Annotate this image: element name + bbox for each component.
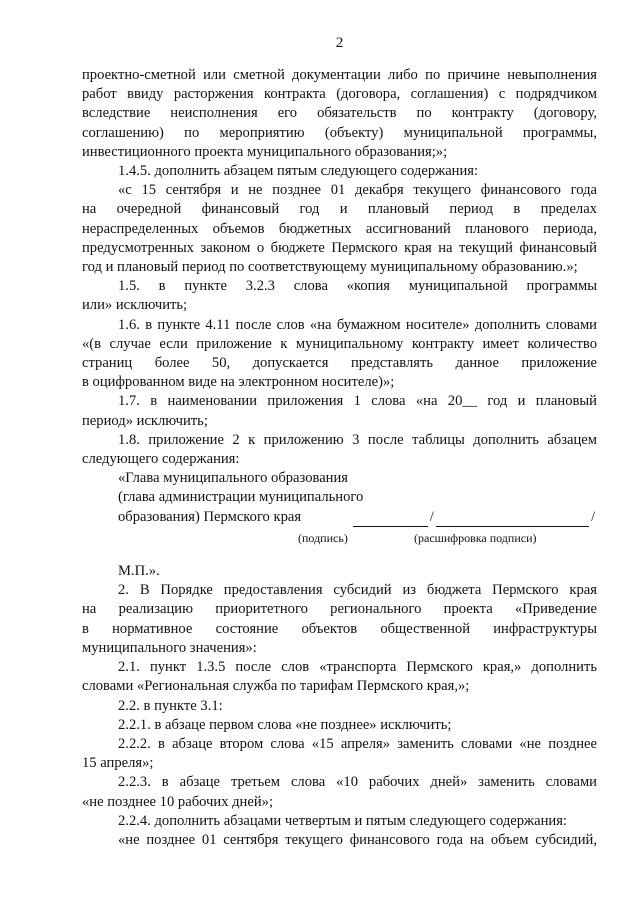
- text-line: 15 апреля»;: [82, 755, 154, 772]
- text-line: словами «Региональная служба по тарифам Пермского края,»;: [82, 678, 470, 695]
- text-line: 1.8. приложение 2 к приложению 3 после таблицы дополнить абзацем: [118, 431, 597, 448]
- paragraph-1-4-5: 1.4.5. дополнить абзацем пятым следующего содержания:: [118, 163, 479, 180]
- text-line: год и плановый период по соответствующему муниципальному образованию.»;: [82, 259, 578, 276]
- paragraph-2-2-1: 2.2.1. в абзаце первом слова «не позднее» исключить;: [118, 716, 452, 733]
- text-line: предусмотренных законом о бюджете Пермского края на текущий финансовый: [82, 239, 597, 256]
- text-line: 2. В Порядке предоставления субсидий из бюджета Пермского края: [118, 582, 597, 599]
- name-decoding-blank: [436, 510, 590, 527]
- separator-slash: /: [591, 508, 596, 525]
- text-line: инвестиционного проекта муниципального образования;»;: [82, 143, 448, 160]
- text-line: соглашению) по мероприятию (объекту) муниципальной программы,: [82, 124, 597, 141]
- text-line: работ ввиду расторжения контракта (договора, соглашения) с подрядчиком: [82, 86, 597, 103]
- text-line: 1.6. в пункте 4.11 после слов «на бумажном носителе» дополнить словами: [118, 316, 597, 333]
- text-line: в оцифрованном виде на электронном носителе)»;: [82, 374, 395, 391]
- text-line: на очередной финансовый год и плановый период в пределах: [82, 201, 597, 218]
- paragraph-last: «не позднее 01 сентября текущего финансового года на объем субсидий,: [118, 831, 597, 848]
- text-line: период» исключить;: [82, 412, 208, 429]
- text-line: 2.2.2. в абзаце втором слова «15 апреля» заменить словами «не позднее: [118, 735, 597, 752]
- document-body: [82, 66, 597, 850]
- paragraph-quote-1: [82, 181, 597, 277]
- paragraph-2: [82, 581, 597, 658]
- text-line: 2.2.3. в абзаце третьем слова «10 рабочих дней» заменить словами: [118, 774, 597, 791]
- caption-signature: (подпись): [298, 530, 348, 545]
- text-line: «не позднее 10 рабочих дней»;: [82, 793, 274, 810]
- text-line: «с 15 сентября и не позднее 01 декабря текущего финансового года: [118, 182, 597, 199]
- text-line: на реализацию приоритетного регионального проекта «Приведение: [82, 601, 597, 618]
- page-number: 2: [335, 35, 344, 51]
- paragraph-2-2-3: [82, 773, 597, 811]
- text-line: 1.5. в пункте 3.2.3 слова «копия муниципальной программы: [118, 278, 597, 295]
- separator-slash: /: [429, 508, 434, 525]
- paragraph-2-2: 2.2. в пункте 3.1:: [118, 697, 223, 714]
- text-line: вследствие неисполнения его обязательств по контракту (договору,: [82, 105, 597, 122]
- signature-title-line: (глава администрации муниципального: [118, 489, 364, 506]
- signature-title-line: «Глава муниципального образования: [118, 470, 349, 487]
- text-line: проектно-сметной или сметной документации либо по причине невыполнения: [82, 67, 597, 83]
- text-line: следующего содержания:: [82, 451, 240, 468]
- text-line: страниц более 50, допускается представлять данное приложение: [82, 355, 597, 372]
- signature-block: [118, 469, 597, 527]
- signature-captions: [82, 529, 597, 548]
- paragraph-2-1: [82, 658, 597, 696]
- paragraph-2-2-4: 2.2.4. дополнить абзацами четвертым и пятым следующего содержания:: [118, 812, 567, 829]
- paragraph-1-8: [82, 431, 597, 469]
- seal-mark: М.П.».: [118, 563, 160, 580]
- signature-blank: [353, 510, 428, 527]
- signature-row: [118, 508, 597, 527]
- text-line: 2.1. пункт 1.3.5 после слов «транспорта Пермского края,» дополнить: [118, 659, 597, 676]
- signature-title-line: образования) Пермского края: [118, 508, 302, 525]
- text-line: нераспределенных объемов бюджетных ассигнований планового периода,: [82, 220, 597, 237]
- paragraph-2-2-2: [82, 735, 597, 773]
- text-line: муниципального значения»:: [82, 639, 257, 656]
- paragraph-1-6: [82, 316, 597, 393]
- paragraph-1-7: [82, 392, 597, 430]
- paragraph-1-5: [82, 277, 597, 315]
- text-line: в нормативное состояние объектов общественной инфраструктуры: [82, 620, 597, 637]
- text-line: «(в случае если приложение к муниципальному контракту имеет количество: [82, 335, 597, 352]
- paragraph-continuation: [82, 66, 597, 162]
- text-line: 1.7. в наименовании приложения 1 слова «на 20__ год и плановый: [118, 393, 597, 410]
- caption-decoding: (расшифровка подписи): [414, 530, 537, 545]
- text-line: или» исключить;: [82, 297, 188, 314]
